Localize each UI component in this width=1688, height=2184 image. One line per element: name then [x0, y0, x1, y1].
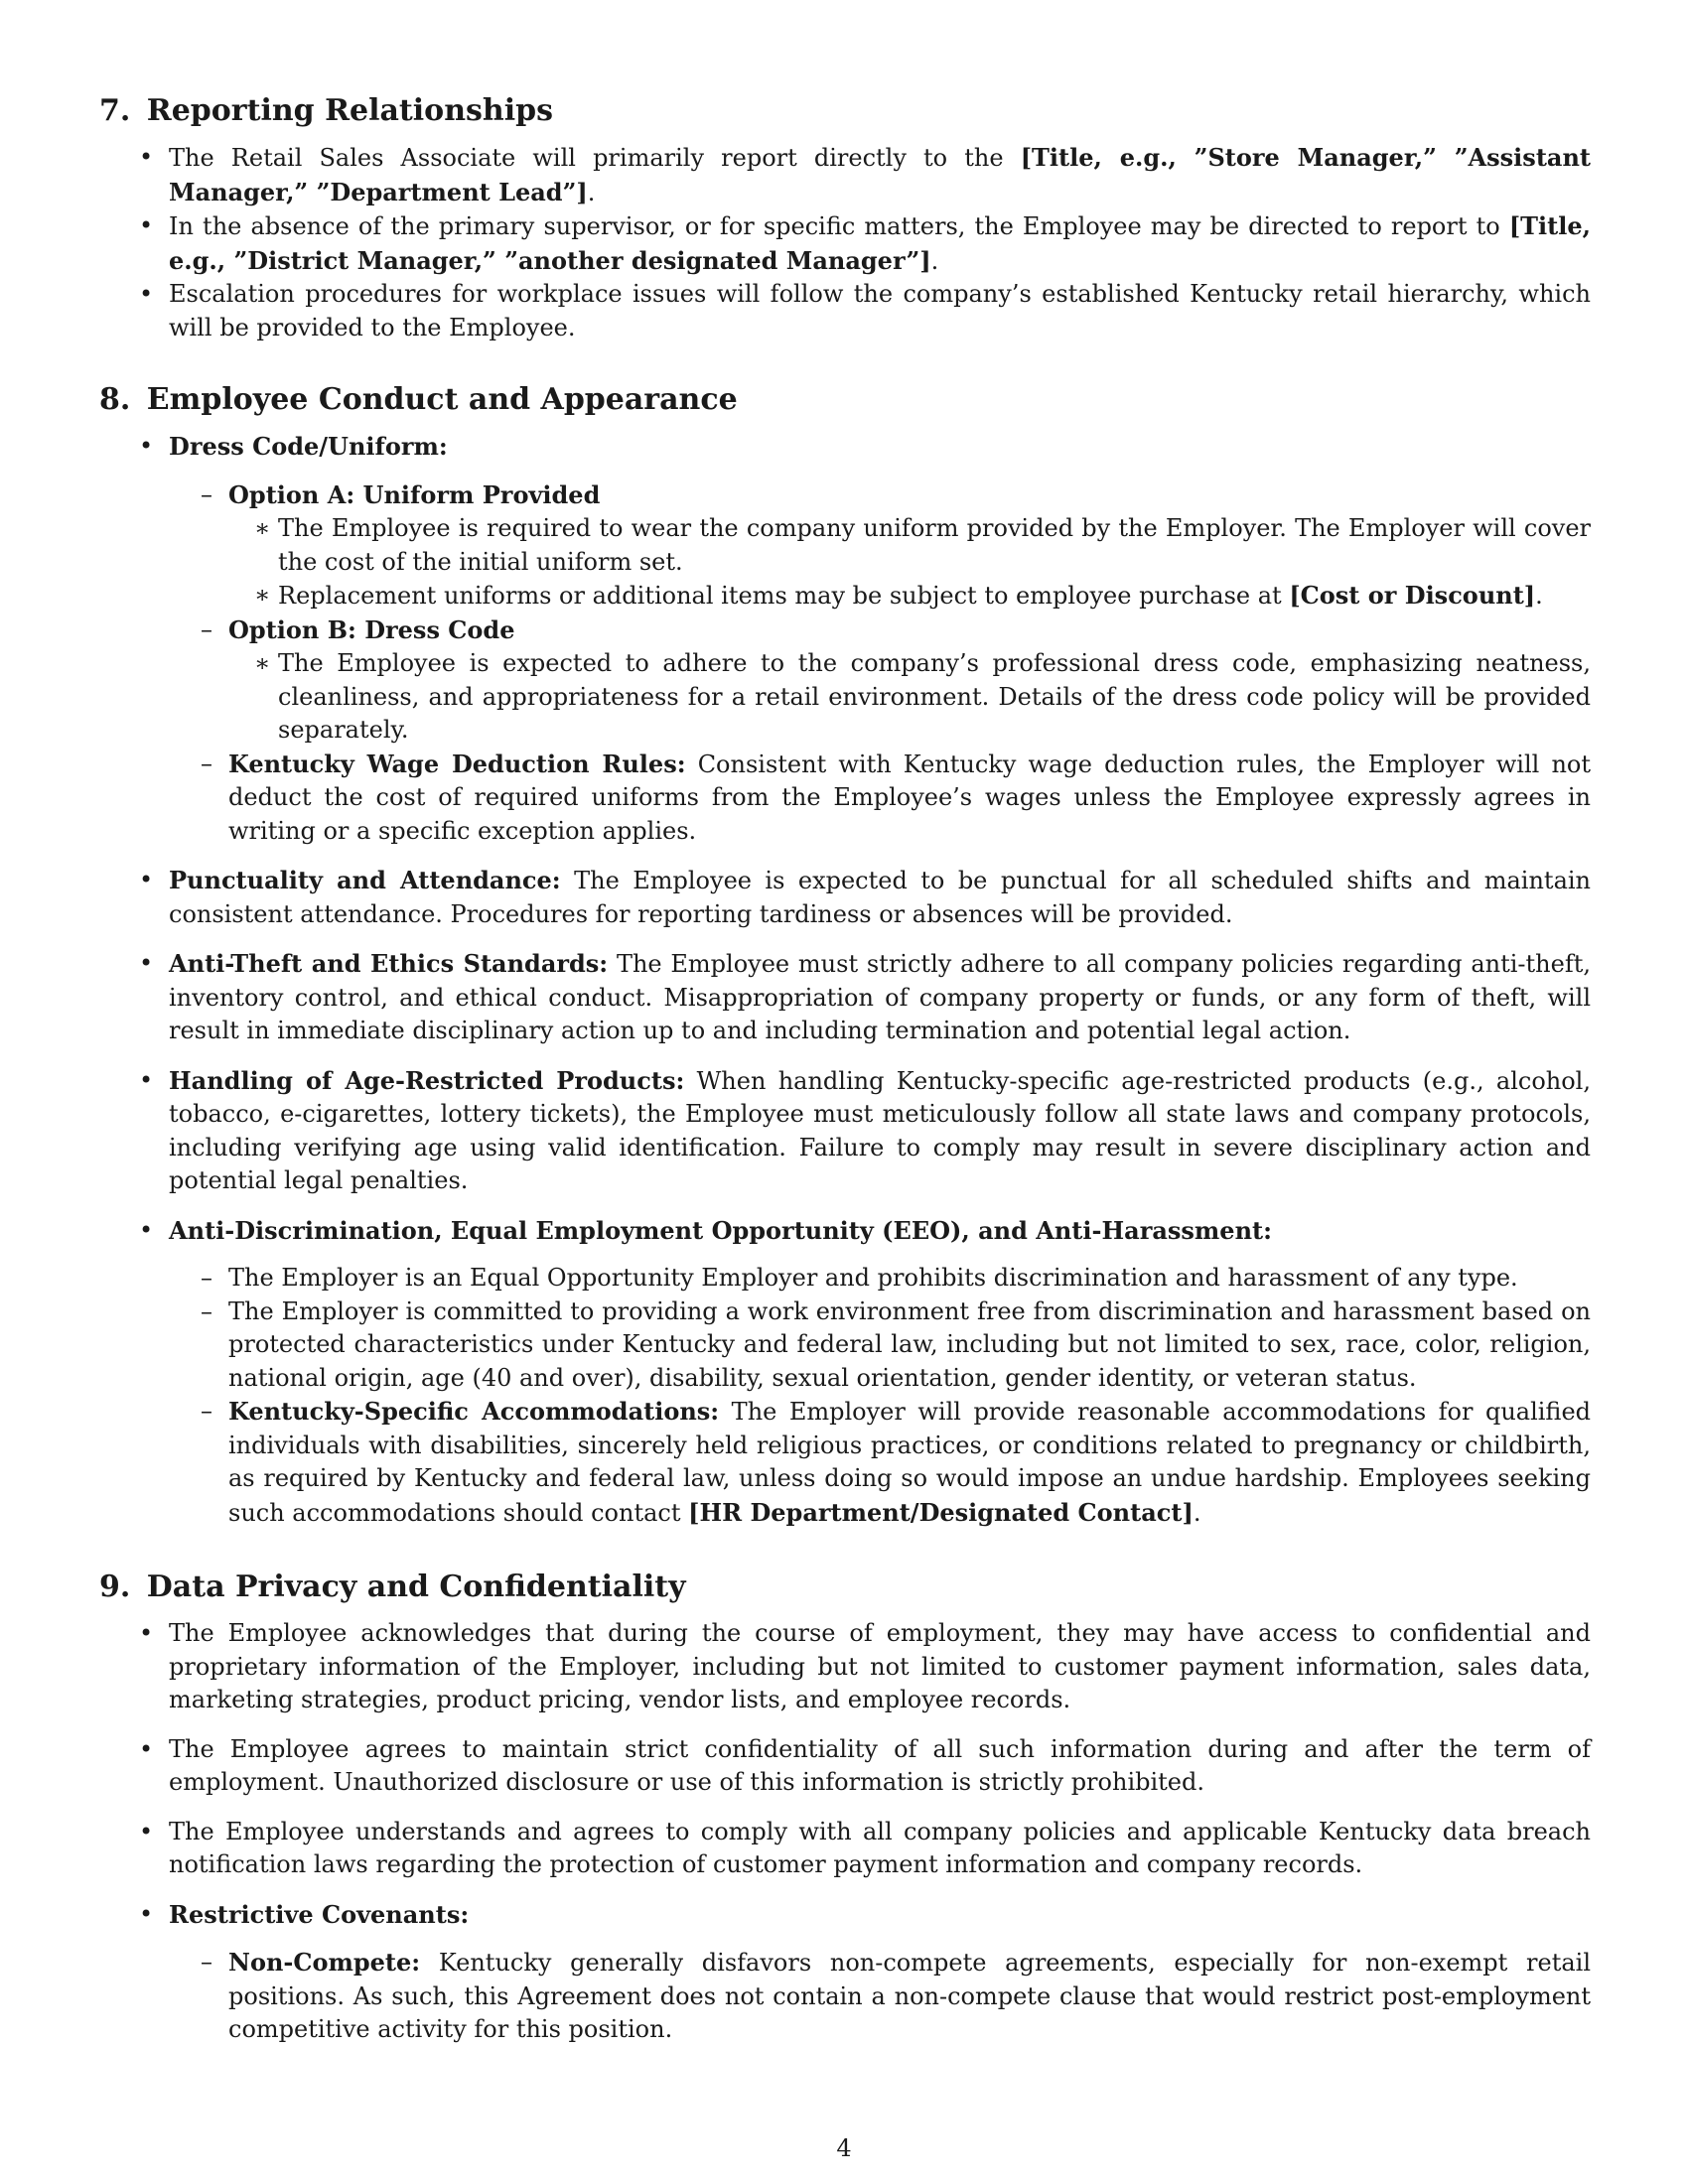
list-item: • Dress Code/Uniform: – Option A: Uniform Provided ∗ The Employee is required to wear the company uniform provided by the Employer. The Employer will cover the cost of the initial uniform set. ∗ Replacement uniforms or additional items may be subject to employee purchase at [Cost or Discount]. – Option B: Dress Code ∗ The Employee is expected to adhere to the company’s professional dress code, emphasizing neatness, cleanliness, and appropriateness for a retail environment. Details of the dress code policy will be provided separately. – Kentucky Wage Deduction Rules: Consistent with Kentucky wage deduction rules, the Employer will not deduct the cost of required uniforms from the Employee’s wages unless the Employee expressly agrees in writing or a specific exception applies. — [99, 430, 1591, 848]
list-item: • Handling of Age-Restricted Products: When handling Kentucky-specific age-restricted products (e.g., alcohol, tobacco, e-cigarettes, lottery tickets), the Employee must meticulously follow all state laws and company protocols, including verifying age using valid identification. Failure to comply may result in severe disciplinary action and potential legal penalties. — [99, 1064, 1591, 1198]
bullet-list — [99, 141, 1591, 344]
bullet-list — [99, 1617, 1591, 2047]
section-data-privacy — [99, 1568, 1591, 2047]
list-item: • Restrictive Covenants: – Non-Compete: Kentucky generally disfavors non-compete agreements, especially for non-exempt retail positions. As such, this Agreement does not contain a non-compete clause that would restrict post-employment competitive activity for this position. — [99, 1898, 1591, 2047]
section-heading: 7. Reporting Relationships — [99, 93, 553, 128]
sub-sub-item: ∗ Replacement uniforms or additional items may be subject to employee purchase at [Cost or Discount]. — [228, 579, 1591, 614]
sub-list — [169, 478, 1591, 849]
section-employee-conduct — [99, 380, 1591, 1530]
list-item: • Anti-Theft and Ethics Standards: The Employee must strictly adhere to all company policies regarding anti-theft, inventory control, and ethical conduct. Misappropriation of company property or funds, or any form of theft, will result in immediate disciplinary action up to and including termination and potential legal action. — [99, 947, 1591, 1048]
sub-list-item: – Kentucky-Specific Accommodations: The Employer will provide reasonable accommodations for qualified individuals with disabilities, sincerely held religious practices, or conditions related to pregnancy or childbirth, as required by Kentucky and federal law, unless doing so would impose an undue hardship. Employees seeking such accommodations should contact [HR Department/Designated Contact]. — [169, 1395, 1591, 1530]
list-item: • Punctuality and Attendance: The Employee is expected to be punctual for all scheduled shifts and maintain consistent attendance. Procedures for reporting tardiness or absences will be provided. — [99, 864, 1591, 931]
list-item: • The Employee agrees to maintain strict confidentiality of all such information during and after the term of employment. Unauthorized disclosure or use of this information is strictly prohibited. — [99, 1733, 1591, 1800]
sub-list — [169, 1946, 1591, 2047]
list-item: • The Employee understands and agrees to comply with all company policies and applicable Kentucky data breach notification laws regarding the protection of customer payment information and company records. — [99, 1816, 1591, 1882]
list-item: • Escalation procedures for workplace issues will follow the company’s established Kentucky retail hierarchy, which will be provided to the Employee. — [99, 278, 1591, 344]
section-reporting-relationships — [99, 91, 1591, 344]
list-item: • Anti-Discrimination, Equal Employment Opportunity (EEO), and Anti-Harassment: – The Employer is an Equal Opportunity Employer and prohibits discrimination and harassment of any type. – The Employer is committed to providing a work environment free from discrimination and harassment based on protected characteristics under Kentucky and federal law, including but not limited to sex, race, color, religion, national origin, age (40 and over), disability, sexual orientation, gender identity, or veteran status. – Kentucky-Specific Accommodations: The Employer will provide reasonable accommodations for qualified individuals with disabilities, sincerely held religious practices, or conditions related to pregnancy or childbirth, as required by Kentucky and federal law, unless doing so would impose an undue hardship. Employees seeking such accommodations should contact [HR Department/Designated Contact]. — [99, 1214, 1591, 1531]
list-item: • The Retail Sales Associate will primarily report directly to the [Title, e.g., ”Store Manager,” ”Assistant Manager,” ”Department Lead”]. — [99, 141, 1591, 209]
list-item: • In the absence of the primary supervisor, or for specific matters, the Employee may be directed to report to [Title, e.g., ”District Manager,” ”another designated Manager”]. — [99, 209, 1591, 278]
document-page — [99, 91, 1591, 2047]
sub-sub-list — [228, 512, 1591, 614]
sub-list-item: – Non-Compete: Kentucky generally disfavors non-compete agreements, especially for non-exempt retail positions. As such, this Agreement does not contain a non-compete clause that would restrict post-employment competitive activity for this position. — [169, 1946, 1591, 2047]
section-heading: 9. Data Privacy and Confidentiality — [99, 1570, 686, 1604]
bullet-list — [99, 430, 1591, 1530]
sub-sub-item: ∗ The Employee is expected to adhere to the company’s professional dress code, emphasizing neatness, cleanliness, and appropriateness for a retail environment. Details of the dress code policy will be provided separately. — [228, 647, 1591, 748]
sub-list-item: – Kentucky Wage Deduction Rules: Consistent with Kentucky wage deduction rules, the Employer will not deduct the cost of required uniforms from the Employee’s wages unless the Employee expressly agrees in writing or a specific exception applies. — [169, 748, 1591, 849]
sub-list-item: – Option A: Uniform Provided ∗ The Employee is required to wear the company uniform provided by the Employer. The Employer will cover the cost of the initial uniform set. ∗ Replacement uniforms or additional items may be subject to employee purchase at [Cost or Discount]. — [169, 478, 1591, 614]
page-number: 4 — [836, 2134, 852, 2162]
sub-sub-list — [228, 647, 1591, 748]
sub-sub-item: ∗ The Employee is required to wear the company uniform provided by the Employer. The Employer will cover the cost of the initial uniform set. — [228, 512, 1591, 579]
sub-list-item: – The Employer is an Equal Opportunity Employer and prohibits discrimination and harassment of any type. — [169, 1262, 1591, 1296]
section-heading: 8. Employee Conduct and Appearance — [99, 382, 738, 417]
list-item: • The Employee acknowledges that during the course of employment, they may have access to confidential and proprietary information of the Employer, including but not limited to customer payment information, sales data, marketing strategies, product pricing, vendor lists, and employee records. — [99, 1617, 1591, 1717]
sub-list — [169, 1262, 1591, 1530]
sub-list-item: – The Employer is committed to providing a work environment free from discrimination and harassment based on protected characteristics under Kentucky and federal law, including but not limited to sex, race, color, religion, national origin, age (40 and over), disability, sexual orientation, gender identity, or veteran status. — [169, 1296, 1591, 1396]
sub-list-item: – Option B: Dress Code ∗ The Employee is expected to adhere to the company’s professional dress code, emphasizing neatness, cleanliness, and appropriateness for a retail environment. Details of the dress code policy will be provided separately. — [169, 614, 1591, 748]
